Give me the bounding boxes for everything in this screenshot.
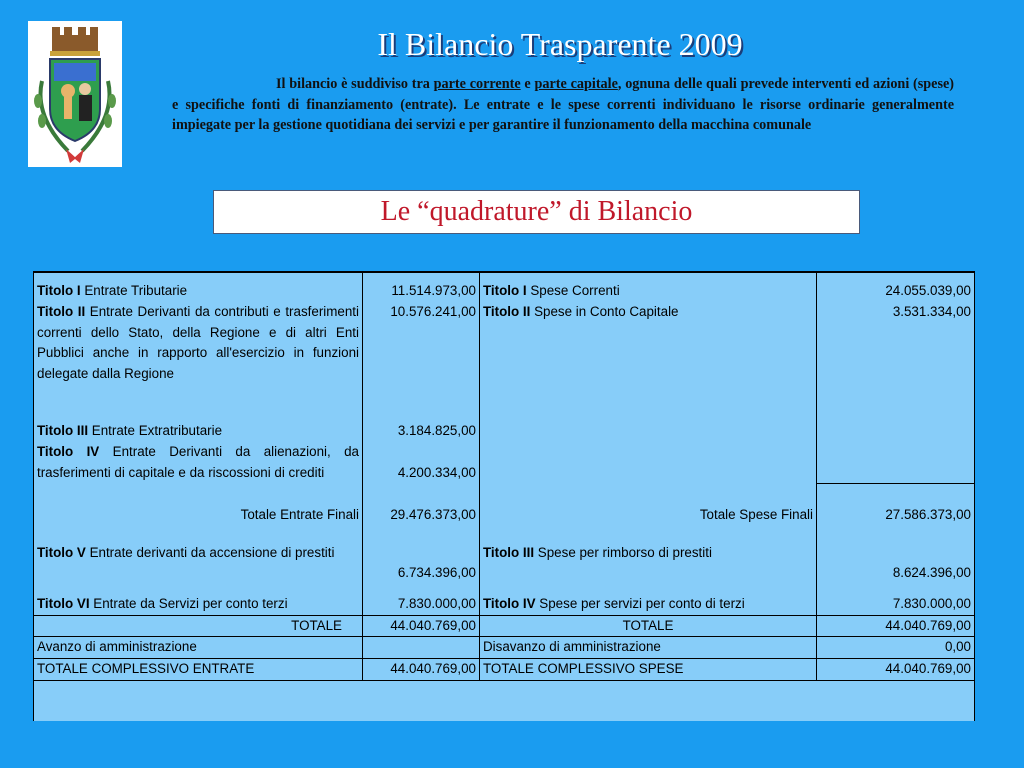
total-expense-finals-value: 27.586.373,00 xyxy=(817,483,975,525)
expense-title-3: Titolo III Spese per rimborso di prestiti xyxy=(480,543,817,584)
income-title-4: Titolo IV Entrate Derivanti da alienazioni, da trasferimenti di capitale e da riscossioni di crediti xyxy=(34,442,363,484)
grand-total-expense-value: 44.040.769,00 xyxy=(817,659,975,681)
deficit-value: 0,00 xyxy=(817,637,975,659)
intro-text-2: , ognuna delle quali prevede interventi ed azioni (spese) e specifiche fonti di finanziamento (entrate). Le entrate e le spese correnti individuano le risorse ordinarie generalmente impiegate per la gestione quotidiana dei servizi e per garantire il funzionamento della macchina comunale xyxy=(172,76,955,133)
total-income-finals-label: Totale Entrate Finali xyxy=(34,483,363,525)
total-income-value: 44.040.769,00 xyxy=(363,615,480,637)
table-row xyxy=(34,659,975,681)
surplus-value xyxy=(363,637,480,659)
income-value-3: 3.184.825,00 xyxy=(363,421,480,442)
table-row xyxy=(34,281,975,302)
income-title-6: Titolo VI Entrate da Servizi per conto terzi xyxy=(34,584,363,615)
table-row xyxy=(34,302,975,385)
total-expense-value: 44.040.769,00 xyxy=(817,615,975,637)
surplus-label: Avanzo di amministrazione xyxy=(34,637,363,659)
income-value-4: 4.200.334,00 xyxy=(363,442,480,484)
deficit-label: Disavanzo di amministrazione xyxy=(480,637,817,659)
table-row xyxy=(34,421,975,442)
budget-table xyxy=(33,271,975,721)
income-value-6: 7.830.000,00 xyxy=(363,584,480,615)
expense-value-4: 7.830.000,00 xyxy=(817,584,975,615)
expense-title-2: Titolo II Spese in Conto Capitale xyxy=(480,302,817,385)
table-row xyxy=(34,483,975,525)
expense-title-1: Titolo I Spese Correnti xyxy=(480,281,817,302)
table-row xyxy=(34,442,975,484)
expense-value-3: 8.624.396,00 xyxy=(817,543,975,584)
section-title-box: Le “quadrature” di Bilancio xyxy=(213,190,860,234)
income-value-2: 10.576.241,00 xyxy=(363,302,480,385)
income-title-3: Titolo III Entrate Extratributarie xyxy=(34,421,363,442)
expense-value-2: 3.531.334,00 xyxy=(817,302,975,385)
intro-paragraph xyxy=(172,74,954,136)
expense-title-4: Titolo IV Spese per servizi per conto di terzi xyxy=(480,584,817,615)
grand-total-expense-label: TOTALE COMPLESSIVO SPESE xyxy=(480,659,817,681)
income-value-5: 6.734.396,00 xyxy=(363,543,480,584)
table-row xyxy=(34,584,975,615)
page-title: Il Bilancio Trasparente 2009 xyxy=(377,26,743,62)
intro-text-1: Il bilancio è suddiviso tra xyxy=(276,76,430,92)
total-income-finals-value: 29.476.373,00 xyxy=(363,483,480,525)
table-row xyxy=(34,637,975,659)
link-parte-capitale[interactable]: parte capitale xyxy=(534,76,618,92)
grand-total-income-label: TOTALE COMPLESSIVO ENTRATE xyxy=(34,659,363,681)
total-expense-finals-label: Totale Spese Finali xyxy=(480,483,817,525)
income-title-2: Titolo II Entrate Derivanti da contributi e trasferimenti correnti dello Stato, della Regione e di altri Enti Pubblici anche in rapporto all'esercizio in funzioni delegate dalla Regione xyxy=(34,302,363,385)
coat-of-arms-icon xyxy=(28,21,122,167)
income-title-5: Titolo V Entrate derivanti da accensione di prestiti xyxy=(34,543,363,584)
link-parte-corrente[interactable]: parte corrente xyxy=(433,76,521,92)
table-row xyxy=(34,615,975,637)
total-income-label: TOTALE xyxy=(34,615,363,637)
table-row xyxy=(34,543,975,584)
total-expense-label: TOTALE xyxy=(480,615,817,637)
income-value-1: 11.514.973,00 xyxy=(363,281,480,302)
intro-and: e xyxy=(524,76,531,92)
grand-total-income-value: 44.040.769,00 xyxy=(363,659,480,681)
income-title-1: Titolo I Entrate Tributarie xyxy=(34,281,363,302)
expense-value-1: 24.055.039,00 xyxy=(817,281,975,302)
